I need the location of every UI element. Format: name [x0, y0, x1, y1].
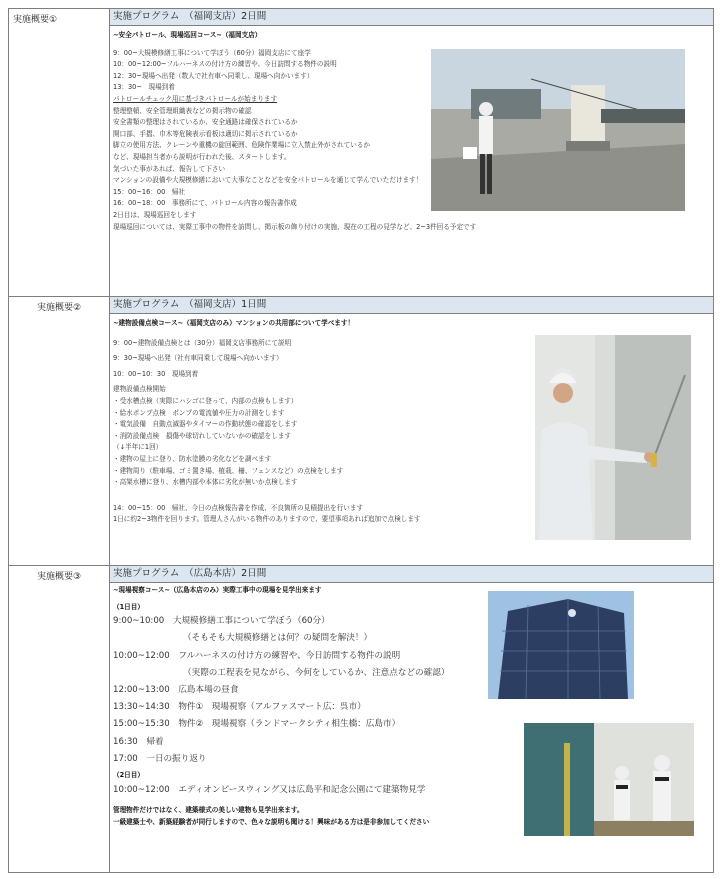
- section-title-1: 実施プログラム （福岡支店）2日間: [110, 9, 713, 26]
- schedule-line: 9：30~現場へ出発（社有車同乗して現場へ向かいます）: [113, 354, 283, 363]
- section-content-2: [110, 297, 713, 565]
- day2-label: （2日目）: [113, 771, 144, 780]
- schedule-line: 15：00~16：00 帰社: [113, 187, 186, 196]
- schedule-line: 9：00~大規模修繕工事について学ぼう（60分）福岡支店にて座学: [113, 48, 311, 57]
- closing-line: 管理物件だけではなく、建築様式の美しい建物も見学出来ます。: [113, 806, 304, 815]
- schedule-line: 10:00~12:00 フルハーネスの付け方の練習や、今日訪問する物件の説明: [113, 650, 401, 661]
- schedule-line: 16:30 帰着: [113, 736, 164, 747]
- course-heading: ~安全パトロール、現場巡回コース~（福岡支店）: [113, 31, 262, 39]
- body-line: ・受水槽点検（実際にハシゴに登って、内部の点検もします）: [113, 396, 298, 405]
- schedule-line: 9：00~建物設備点検とは（30分）福岡支店事務所にて説明: [113, 338, 292, 347]
- site-workers-photo: [524, 723, 694, 836]
- section-title-3: 実施プログラム （広島本店）2日間: [110, 566, 713, 583]
- body-line: など、現場担当者から説明が行われた後、スタートします。: [113, 152, 291, 161]
- section-content-1: [110, 9, 713, 296]
- inspector-photo: [535, 335, 691, 540]
- program-table: [8, 8, 714, 873]
- body-line: 現場巡回については、実際工事中の物件を訪問し、掲示板の飾り付けの実施、現在の工程の見学など、2~3件回る予定です: [113, 222, 477, 231]
- body-line: 気づいた事があれば、報告して下さい: [113, 164, 226, 173]
- schedule-note: （実際の工程表を見ながら、今何をしているか、注意点などの確認）: [183, 667, 450, 678]
- course-heading: ~建物設備点検コース~（福岡支店のみ）マンションの共用部について学べます！: [113, 319, 355, 327]
- schedule-line: 13:30~14:30 物件① 現場視察（アルファスマート広：呉市）: [113, 702, 366, 713]
- schedule-line: 15:00~15:30 物件② 現場視察（ランドマークシティ相生橋：広島市）: [113, 719, 401, 730]
- body-line: 脚立の使用方法、クレーンや重機の旋回範囲、危険作業場に立入禁止外がされているか: [113, 141, 371, 150]
- schedule-line: 14：00~15：00 帰社、今日の点検報告書を作成、不良箇所の見積提出を行います: [113, 503, 364, 512]
- body-line: ・建物の屋上に登り、防水塗膜の劣化などを調べます: [113, 454, 272, 463]
- closing-line: 一級建築士や、新築経験者が同行しますので、色々な説明も聞ける！興味がある方は是非参加してください: [113, 817, 430, 826]
- schedule-line: 10：00~10：30 現場到着: [113, 369, 199, 378]
- section-row-2: [9, 297, 713, 566]
- patrol-heading: パトロールチェック用に基づきパトロールが始まります: [113, 94, 278, 103]
- schedule-line: 10:00~12:00 エディオンピースウィング又は広島平和記念公園にて建築物見学: [113, 785, 426, 796]
- schedule-line: 17:00 一日の振り返り: [113, 753, 207, 764]
- course-heading: ~現場視察コース~（広島本店のみ）実際工事中の現場を見学出来ます: [113, 586, 322, 594]
- body-line: 安全書類の整理はされているか、安全通路は確保されているか: [113, 118, 298, 127]
- scaffolded-building-photo: [488, 591, 634, 699]
- section-label-2: 実施概要②: [9, 297, 110, 565]
- body-line: ・消防設備点検 損傷や球切れしていないかの確認をします: [113, 431, 292, 440]
- body-line: 開口部、手摺、巾木等危険表示看板は適切に掲示されているか: [113, 129, 298, 138]
- body-line: マンションの設備や大規模修繕において大事なことなどを安全パトロールを通じて学んでいただけます！: [113, 176, 423, 185]
- body-line: 建物設備点検開始: [113, 385, 166, 394]
- schedule-line: 12：30~現場へ出発（数人で社有車へ同乗し、現場へ向かいます）: [113, 71, 314, 80]
- schedule-note: （そもそも大規模修繕とは何？の疑問を解決！）: [183, 633, 373, 644]
- day1-label: （1日目）: [113, 602, 144, 611]
- schedule-line: 12:00~13:00 広島本場の昼食: [113, 685, 239, 695]
- schedule-line: 10：00~12:00~フルハーネスの付け方の練習や、今日訪問する物件の説明: [113, 60, 337, 69]
- schedule-line: 9:00~10:00 大規模修繕工事について学ぼう（60分）: [113, 616, 330, 627]
- body-line: ・電気設備 自動点滅器やタイマーの作動状態の確認をします: [113, 420, 298, 429]
- section-label-1: 実施概要①: [9, 9, 110, 296]
- section-title-2: 実施プログラム （福岡支店）1日間: [110, 297, 713, 314]
- body-line: ・建物周り（駐車場、ゴミ置き場、植栽、柵、フェンスなど）の点検をします: [113, 466, 344, 475]
- body-line: ・高架水槽に登り、水槽内部や本体に劣化が無いか点検します: [113, 478, 298, 487]
- section-row-1: [9, 9, 713, 297]
- rooftop-patrol-photo: [431, 49, 685, 211]
- body-line: 1日に約2~3物件を回ります。管理人さんがいる物件のありますので、要望事項あれば追加で点検します: [113, 515, 421, 524]
- section-label-3: 実施概要③: [9, 566, 110, 872]
- section-content-3: [110, 566, 713, 872]
- schedule-line: 13：30~ 現場到着: [113, 83, 175, 92]
- body-line: ・給水ポンプ点検 ポンプの電流値や圧力の計測をします: [113, 408, 285, 417]
- body-line: （↓半年に1回）: [113, 443, 163, 452]
- body-line: 2日目は、現場巡回をします: [113, 210, 197, 219]
- body-line: 整理整頓、安全管理組織表などの掲示物の確認: [113, 106, 252, 115]
- schedule-line: 16：00~18：00 事務所にて、パトロール内容の報告書作成: [113, 199, 297, 208]
- section-row-3: [9, 566, 713, 872]
